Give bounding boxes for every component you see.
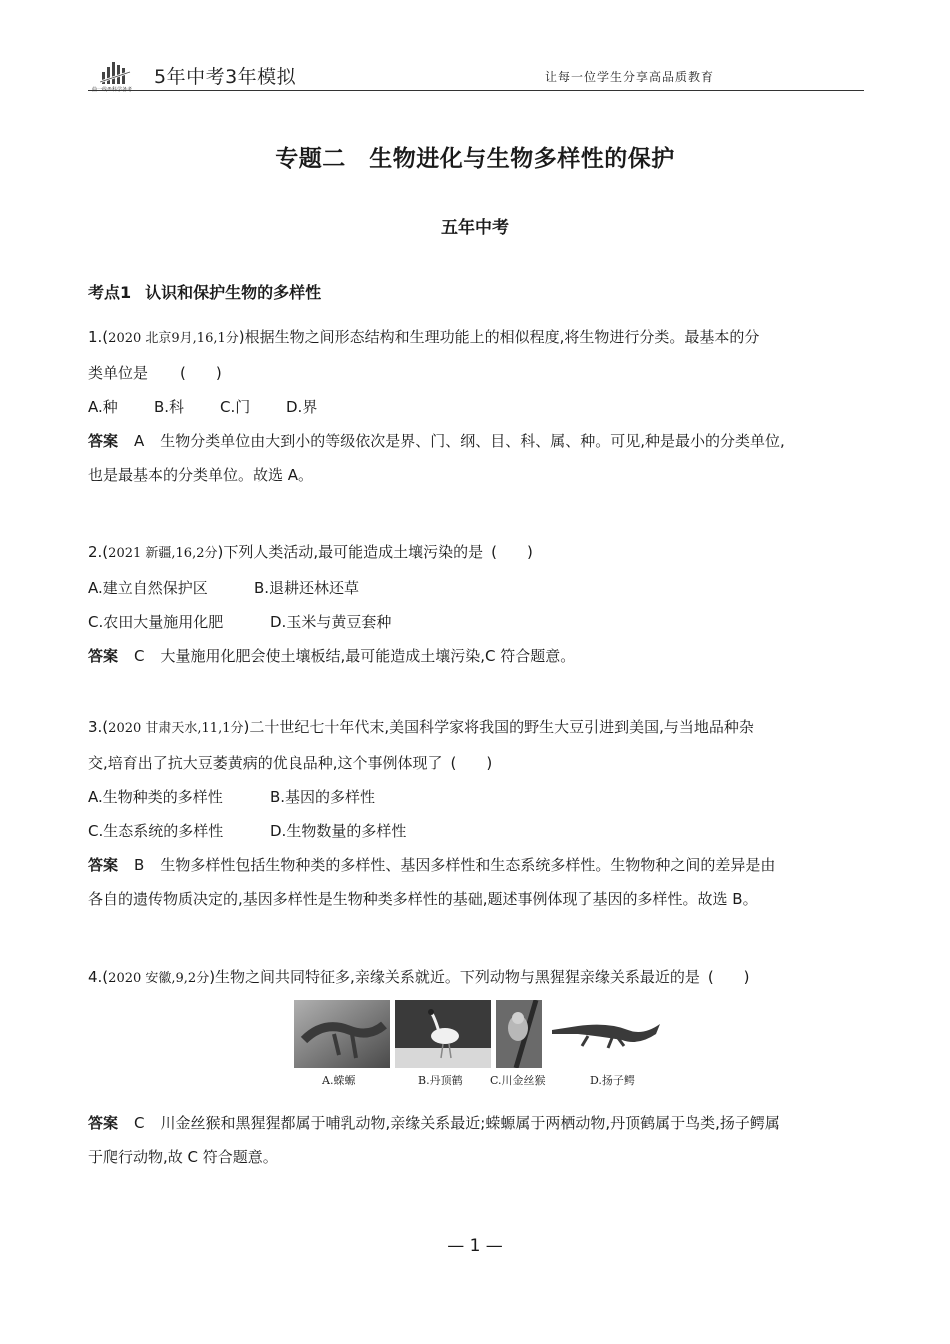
answer-line xyxy=(88,639,864,673)
question-options xyxy=(88,571,864,605)
answer-line xyxy=(88,424,864,458)
figure-caption: D.扬子鳄 xyxy=(590,1074,635,1087)
logo-tagline: 曲一线®科学备考 xyxy=(92,87,133,93)
answer-line xyxy=(88,848,864,882)
question-options xyxy=(88,780,864,814)
question-stem: 1.(2020 北京9月,16,1分)根据生物之间形态结构和生理功能上的相似程度,将生物进行分类。最基本的分 xyxy=(88,328,760,346)
answer-blank: ( ) xyxy=(180,364,222,382)
option: B.退耕还林还草 xyxy=(254,579,360,597)
animal-figure xyxy=(294,1000,664,1090)
question-options xyxy=(88,814,864,848)
option: D.玉米与黄豆套种 xyxy=(270,613,392,631)
alligator-photo-icon xyxy=(548,1000,664,1068)
answer-text-cont: 于爬行动物,故 C 符合题意。 xyxy=(88,1148,278,1166)
option: A.生物种类的多样性 xyxy=(88,788,223,806)
answer-blank: ( ) xyxy=(491,543,533,561)
question-stem: 3.(2020 甘肃天水,11,1分)二十世纪七十年代末,美国科学家将我国的野生大豆引进到美国,与当地品种杂 xyxy=(88,718,754,736)
question-4 xyxy=(88,960,864,996)
answer-text-cont: 各自的遗传物质决定的,基因多样性是生物种类多样性的基础,题述事例体现了基因的多样性。故选 B。 xyxy=(88,890,758,908)
topic-number: 考点1 xyxy=(88,283,132,302)
option: D.界 xyxy=(286,398,318,416)
crane-photo-icon xyxy=(395,1000,491,1068)
topic-label: 认识和保护生物的多样性 xyxy=(145,283,322,302)
answer-text: 大量施用化肥会使土壤板结,最可能造成土壤污染,C 符合题意。 xyxy=(160,647,576,665)
answer-letter: C xyxy=(134,647,145,665)
answer-letter: B xyxy=(134,856,145,874)
question-4-answer xyxy=(88,1106,864,1174)
publisher-logo-icon xyxy=(100,58,134,88)
header-divider xyxy=(88,90,864,91)
monkey-photo-icon xyxy=(496,1000,542,1068)
option: B.科 xyxy=(154,398,185,416)
question-stem-cont: 类单位是 ( ) xyxy=(88,356,864,390)
option: A.建立自然保护区 xyxy=(88,579,208,597)
section-heading: 五年中考 xyxy=(441,218,509,238)
answer-label: 答案 xyxy=(88,647,119,665)
answer-blank: ( ) xyxy=(450,754,493,772)
answer-letter: A xyxy=(134,432,145,450)
question-options xyxy=(88,390,864,424)
answer-text-cont: 也是最基本的分类单位。故选 A。 xyxy=(88,466,314,484)
question-source: 2020 安徽,9,2分 xyxy=(108,971,210,986)
figure-caption: C.川金丝猴 xyxy=(490,1074,546,1087)
header-slogan: 让每一位学生分享高品质教育 xyxy=(544,70,714,84)
answer-label: 答案 xyxy=(88,432,119,450)
question-source: 2021 新疆,16,2分 xyxy=(108,546,218,561)
option: C.农田大量施用化肥 xyxy=(88,613,224,631)
salamander-photo-icon xyxy=(294,1000,390,1068)
option: C.生态系统的多样性 xyxy=(88,822,224,840)
option: D.生物数量的多样性 xyxy=(270,822,407,840)
answer-label: 答案 xyxy=(88,856,119,874)
question-3 xyxy=(88,710,864,916)
figure-caption: A.蝾螈 xyxy=(322,1074,356,1087)
answer-label: 答案 xyxy=(88,1114,119,1132)
answer-text: 生物多样性包括生物种类的多样性、基因多样性和生态系统多样性。生物物种之间的差异是由 xyxy=(160,856,776,874)
question-stem: 2.(2021 新疆,16,2分)下列人类活动,最可能造成土壤污染的是 ( ) xyxy=(88,535,864,571)
answer-blank: ( ) xyxy=(707,968,750,986)
question-stem: 4.(2020 安徽,9,2分)生物之间共同特征多,亲缘关系就近。下列动物与黑猩猩亲缘关系最近的是 ( ) xyxy=(88,960,864,996)
option: B.基因的多样性 xyxy=(270,788,376,806)
answer-letter: C xyxy=(134,1114,145,1132)
answer-line xyxy=(88,1106,864,1140)
question-source: 2020 甘肃天水,11,1分 xyxy=(108,721,244,736)
option: C.门 xyxy=(220,398,251,416)
figure-caption: B.丹顶鹤 xyxy=(418,1074,463,1087)
answer-text: 生物分类单位由大到小的等级依次是界、门、纲、目、科、属、种。可见,种是最小的分类单位, xyxy=(160,432,785,450)
topic-heading xyxy=(88,280,321,303)
option: A.种 xyxy=(88,398,118,416)
question-source: 2020 北京9月,16,1分 xyxy=(108,331,239,346)
brand-title: 5年中考3年模拟 xyxy=(154,66,297,88)
question-1 xyxy=(88,320,864,492)
page-number: — 1 — xyxy=(447,1236,503,1256)
question-stem-cont: 交,培育出了抗大豆萎黄病的优良品种,这个事例体现了 ( ) xyxy=(88,746,864,780)
page-header xyxy=(88,58,864,92)
page-title: 专题二 生物进化与生物多样性的保护 xyxy=(275,146,675,172)
question-options xyxy=(88,605,864,639)
question-2 xyxy=(88,535,864,673)
answer-text: 川金丝猴和黑猩猩都属于哺乳动物,亲缘关系最近;蝾螈属于两栖动物,丹顶鹤属于鸟类,扬子鳄属 xyxy=(160,1114,780,1132)
